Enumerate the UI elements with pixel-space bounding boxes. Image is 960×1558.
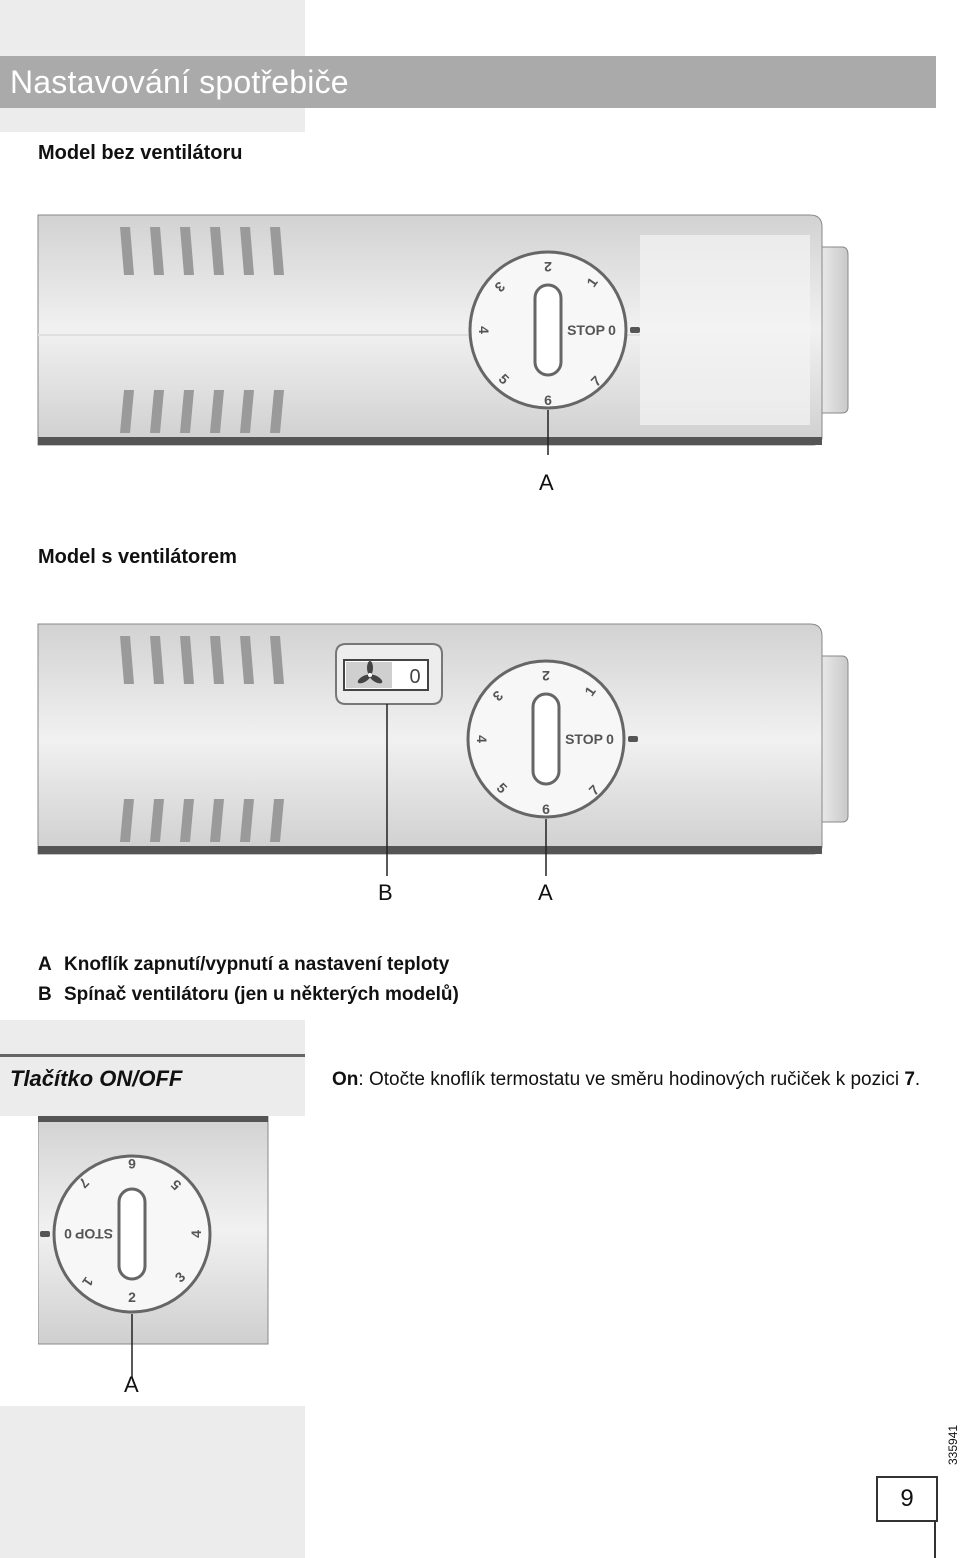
section-heading-no-fan: Model bez ventilátoru — [38, 142, 243, 164]
legend — [38, 950, 459, 1010]
svg-text:6: 6 — [542, 801, 550, 817]
left-column-band-bottom — [0, 1406, 305, 1558]
svg-text:STOP: STOP — [565, 731, 603, 747]
svg-text:4: 4 — [188, 1230, 204, 1238]
svg-text:1: 1 — [583, 274, 601, 290]
page-number: 9 — [876, 1476, 938, 1522]
thermostat-dial-closeup-figure — [38, 1116, 270, 1406]
document-code: 335941 — [946, 1424, 960, 1465]
svg-text:4: 4 — [474, 735, 490, 743]
svg-text:0: 0 — [608, 322, 616, 338]
svg-text:6: 6 — [544, 392, 552, 408]
svg-text:7: 7 — [585, 781, 603, 799]
svg-text:7: 7 — [587, 372, 605, 390]
svg-text:0: 0 — [64, 1226, 72, 1242]
svg-text:5: 5 — [167, 1176, 185, 1194]
legend-item-a: A Knoflík zapnutí/vypnutí a nastavení teploty — [38, 954, 450, 975]
dial-label-stop: STOP — [567, 322, 605, 338]
svg-text:3: 3 — [171, 1268, 189, 1286]
footer-rule — [934, 1518, 936, 1558]
callout-a-no-fan: A — [539, 470, 554, 495]
svg-text:4: 4 — [476, 326, 492, 334]
svg-text:STOP: STOP — [75, 1226, 113, 1242]
svg-text:5: 5 — [495, 370, 513, 388]
fan-switch[interactable] — [336, 644, 442, 704]
svg-text:2: 2 — [542, 668, 550, 684]
fan-switch-value: 0 — [409, 666, 421, 688]
svg-text:3: 3 — [491, 278, 509, 296]
svg-text:0: 0 — [606, 731, 614, 747]
callout-b-with-fan: B — [378, 880, 393, 905]
svg-text:3: 3 — [489, 687, 507, 705]
onoff-section-title: Tlačítko ON/OFF — [10, 1066, 183, 1091]
svg-text:7: 7 — [75, 1174, 93, 1192]
legend-item-b: B Spínač ventilátoru (jen u některých modelů) — [38, 984, 459, 1005]
control-panel-with-fan-figure — [30, 614, 860, 876]
section-rule — [0, 1054, 305, 1057]
section-heading-with-fan: Model s ventilátorem — [38, 546, 237, 568]
callout-a-closeup: A — [124, 1372, 139, 1397]
control-panel-no-fan-figure — [30, 205, 860, 455]
callout-a-with-fan: A — [538, 880, 553, 905]
svg-text:2: 2 — [544, 259, 552, 275]
svg-text:1: 1 — [581, 683, 599, 699]
page-title: Nastavování spotřebiče — [0, 56, 936, 108]
svg-text:6: 6 — [128, 1156, 136, 1172]
svg-text:2: 2 — [128, 1289, 136, 1305]
svg-text:1: 1 — [79, 1274, 97, 1290]
svg-text:5: 5 — [493, 779, 511, 797]
onoff-instruction: On: Otočte knoflík termostatu ve směru hodinových ručiček k pozici 7. — [332, 1069, 921, 1090]
